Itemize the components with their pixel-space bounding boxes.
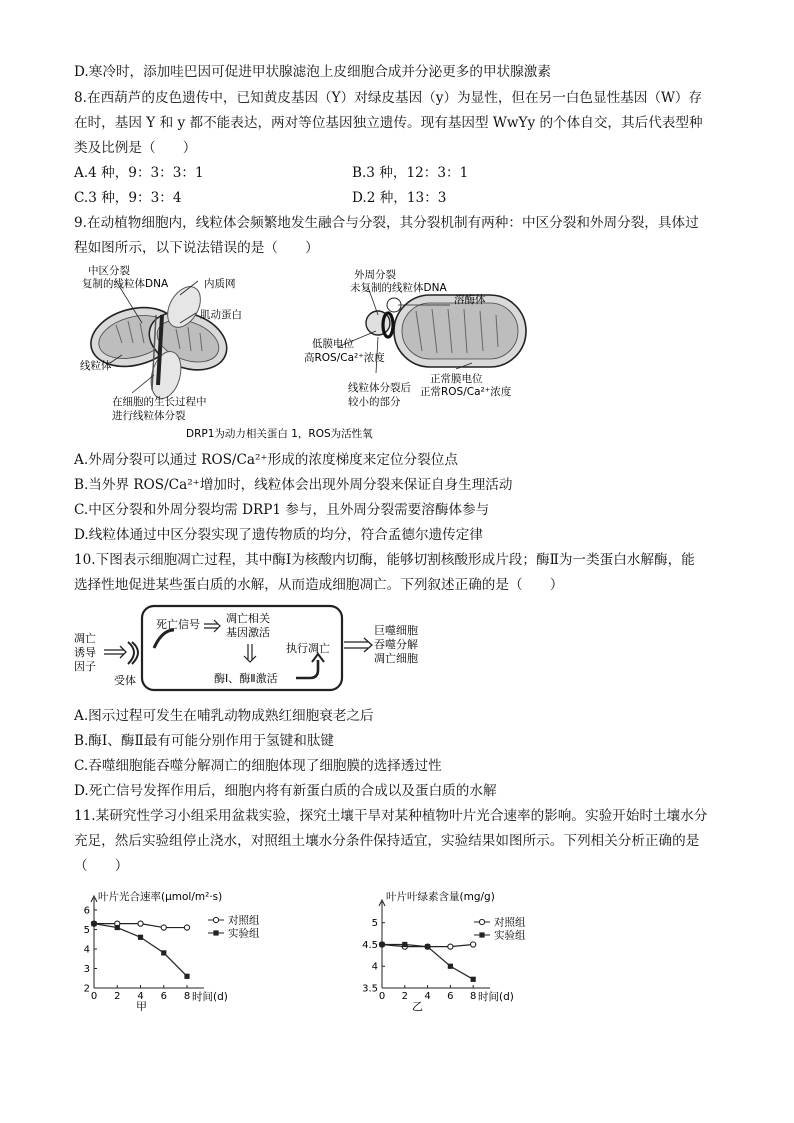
q8-stem-line3: 类及比例是（ ）	[74, 140, 197, 156]
experimental-point	[138, 935, 143, 940]
q8-option-d: D.2 种，13：3	[352, 190, 447, 206]
mid-division-label: 中区分裂	[88, 265, 130, 277]
inducer-label-1: 凋亡	[74, 632, 96, 645]
growth-label-2: 进行线粒体分裂	[112, 410, 186, 422]
q10-stem-line1: 10.下图表示细胞凋亡过程，其中酶Ⅰ为核酸内切酶，能够切割核酸形成片段；酶Ⅱ为一类蛋白水解酶，能	[74, 552, 695, 568]
q9-option-a: A.外周分裂可以通过 ROS/Ca²⁺形成的浓度梯度来定位分裂位点	[74, 452, 458, 468]
panel-label: 甲	[136, 1000, 147, 1012]
q10-option-d: D.死亡信号发挥作用后，细胞内将有新蛋白质的合成以及蛋白质的水解	[74, 783, 497, 799]
experimental-point	[91, 921, 96, 926]
x-axis-label: 时间(d)	[192, 991, 228, 1003]
legend-label: 实验组	[228, 927, 260, 940]
q9-stem-line2: 程如图所示，以下说法错误的是（ ）	[74, 240, 319, 256]
chart-title: 叶片叶绿素含量(mg/g)	[386, 891, 495, 903]
x-tick-label: 8	[183, 991, 191, 1002]
photosynthesis-rate-chart	[74, 890, 324, 1012]
curved-arrow-icon	[154, 630, 174, 648]
gene-label-1: 凋亡相关	[226, 612, 270, 625]
legend-label: 对照组	[228, 914, 260, 927]
chart-title: 叶片光合速率(μmol/m²·s)	[98, 891, 223, 903]
legend-label: 对照组	[494, 916, 526, 929]
legend-marker-open	[479, 919, 484, 924]
y-tick-label: 6	[83, 905, 90, 917]
q8-option-c: C.3 种，9：3：4	[74, 190, 182, 206]
q8-stem-line1: 8.在西葫芦的皮色遗传中，已知黄皮基因（Y）对绿皮基因（y）为显性，但在另一白色显性基因（W）存	[74, 90, 703, 106]
down-arrow-icon	[244, 644, 256, 662]
mid-division-diagram	[84, 281, 235, 402]
y-tick-label: 5	[83, 925, 90, 936]
actin-label: 肌动蛋白	[200, 309, 242, 321]
experimental-point	[161, 950, 166, 955]
inducer-label-3: 因子	[74, 660, 96, 673]
macrophage-label-3: 凋亡细胞	[374, 652, 418, 665]
y-tick-label: 2	[83, 983, 90, 995]
experimental-point	[402, 942, 407, 947]
inducer-label-2: 诱导	[74, 646, 96, 659]
unreplicated-dna-label: 未复制的线粒体DNA	[350, 282, 447, 294]
q9-option-d: D.线粒体通过中区分裂实现了遗传物质的均分，符合孟德尔遗传定律	[74, 527, 483, 543]
q9-option-b: B.当外界 ROS/Ca²⁺增加时，线粒体会出现外周分裂来保证自身生理活动	[74, 477, 513, 493]
normal-ros-label: 正常ROS/Ca²⁺浓度	[420, 386, 512, 398]
y-tick-label: 4	[83, 944, 90, 956]
q8-stem-line2: 在时，基因 Y 和 y 都不能表达，两对等位基因独立遗传。现有基因型 WwYy 的个体自交，其后代表型种	[74, 115, 703, 131]
chlorophyll-content-chart	[356, 890, 586, 1012]
inducer-arrow-icon	[104, 646, 126, 658]
execute-arrow-icon	[296, 660, 318, 678]
low-potential-label: 低膜电位	[312, 338, 354, 350]
gene-label-2: 基因激活	[226, 626, 270, 639]
x-tick-label: 2	[114, 991, 121, 1002]
apoptosis-flow-figure	[74, 602, 434, 698]
x-tick-label: 2	[401, 991, 408, 1002]
legend-marker-open	[213, 917, 218, 922]
small-part-label-1: 线粒体分裂后	[348, 382, 411, 394]
y-tick-label: 3.5	[362, 983, 378, 995]
replicated-dna-label: 复制的线粒体DNA	[82, 278, 169, 290]
control-point	[184, 925, 189, 930]
q8-option-a: A.4 种，9：3：3：1	[74, 165, 204, 181]
death-signal-label: 死亡信号	[156, 618, 200, 631]
control-point	[138, 921, 143, 926]
q10-option-b: B.酶Ⅰ、酶Ⅱ最有可能分别作用于氢键和肽键	[74, 733, 335, 749]
macrophage-label-1: 巨噬细胞	[374, 624, 418, 637]
small-part-label-2: 较小的部分	[348, 396, 401, 408]
execute-label: 执行凋亡	[286, 642, 330, 655]
x-tick-label: 8	[469, 991, 477, 1002]
enzyme-label: 酶Ⅰ、酶Ⅱ激活	[214, 672, 278, 685]
growth-label-1: 在细胞的生长过程中	[112, 396, 207, 408]
q10-option-a: A.图示过程可发生在哺乳动物成熟红细胞衰老之后	[74, 708, 374, 724]
x-tick-label: 4	[137, 991, 144, 1002]
x-tick-label: 6	[160, 991, 167, 1002]
receptor-label: 受体	[114, 674, 136, 687]
x-tick-label: 0	[378, 991, 386, 1002]
y-tick-label: 4	[371, 961, 378, 973]
experimental-point	[184, 974, 189, 979]
y-tick-label: 5	[371, 918, 378, 930]
y-tick-label: 3	[83, 964, 90, 975]
q9-stem-line1: 9.在动植物细胞内，线粒体会频繁地发生融合与分裂，其分裂机制有两种：中区分裂和外周分裂，具体过	[74, 215, 699, 231]
normal-potential-label: 正常膜电位	[430, 373, 483, 385]
q10-stem-line2: 选择性地促进某些蛋白质的水解，从而造成细胞凋亡。下列叙述正确的是（ ）	[74, 577, 564, 593]
x-tick-label: 4	[424, 991, 431, 1002]
control-point	[161, 925, 166, 930]
q9-option-c: C.中区分裂和外周分裂均需 DRP1 参与，且外周分裂需要溶酶体参与	[74, 502, 490, 518]
control-point	[471, 942, 476, 947]
signal-arrow-icon	[204, 620, 220, 632]
experimental-point	[448, 964, 453, 969]
panel-label: 乙	[412, 1000, 423, 1012]
receptor-icon	[128, 642, 134, 664]
q11-stem-line1: 11.某研究性学习小组采用盆栽实验，探究土壤干旱对某种植物叶片光合速率的影响。实验开始时土壤水分	[74, 808, 708, 824]
y-tick-label: 4.5	[362, 939, 378, 951]
figure-caption: DRP1为动力相关蛋白 1，ROS为活性氧	[186, 428, 373, 440]
q8-option-b: B.3 种，12：3：1	[352, 165, 469, 181]
legend-marker-filled	[213, 930, 218, 935]
output-arrow-icon	[344, 638, 372, 652]
x-tick-label: 6	[447, 991, 454, 1002]
x-tick-label: 0	[90, 991, 98, 1002]
series-line-experimental	[94, 924, 187, 977]
experimental-point	[425, 944, 430, 949]
x-axis-label: 时间(d)	[478, 991, 514, 1003]
q11-stem-line3: （ ）	[74, 858, 129, 874]
experimental-point	[471, 977, 476, 982]
peripheral-division-label: 外周分裂	[354, 269, 396, 281]
experimental-point	[379, 942, 384, 947]
control-point	[448, 944, 453, 949]
legend-marker-filled	[479, 932, 484, 937]
q11-stem-line2: 充足，然后实验组停止浇水，对照组土壤水分条件保持适宜，实验结果如图所示。下列相关分析正确的是	[74, 833, 700, 849]
legend-label: 实验组	[494, 929, 526, 942]
q10-option-c: C.吞噬细胞能吞噬分解凋亡的细胞体现了细胞膜的选择透过性	[74, 758, 442, 774]
q7-option-d: D.寒冷时，添加哇巴因可促进甲状腺滤泡上皮细胞合成并分泌更多的甲状腺激素	[74, 64, 551, 80]
er-label: 内质网	[204, 278, 236, 290]
high-ros-label: 高ROS/Ca²⁺浓度	[304, 352, 385, 364]
macrophage-label-2: 吞噬分解	[374, 638, 418, 651]
experimental-point	[115, 925, 120, 930]
mitochondria-division-figure	[76, 265, 536, 445]
mitochondrion-label: 线粒体	[80, 360, 112, 372]
lysosome-label: 溶酶体	[454, 294, 486, 306]
